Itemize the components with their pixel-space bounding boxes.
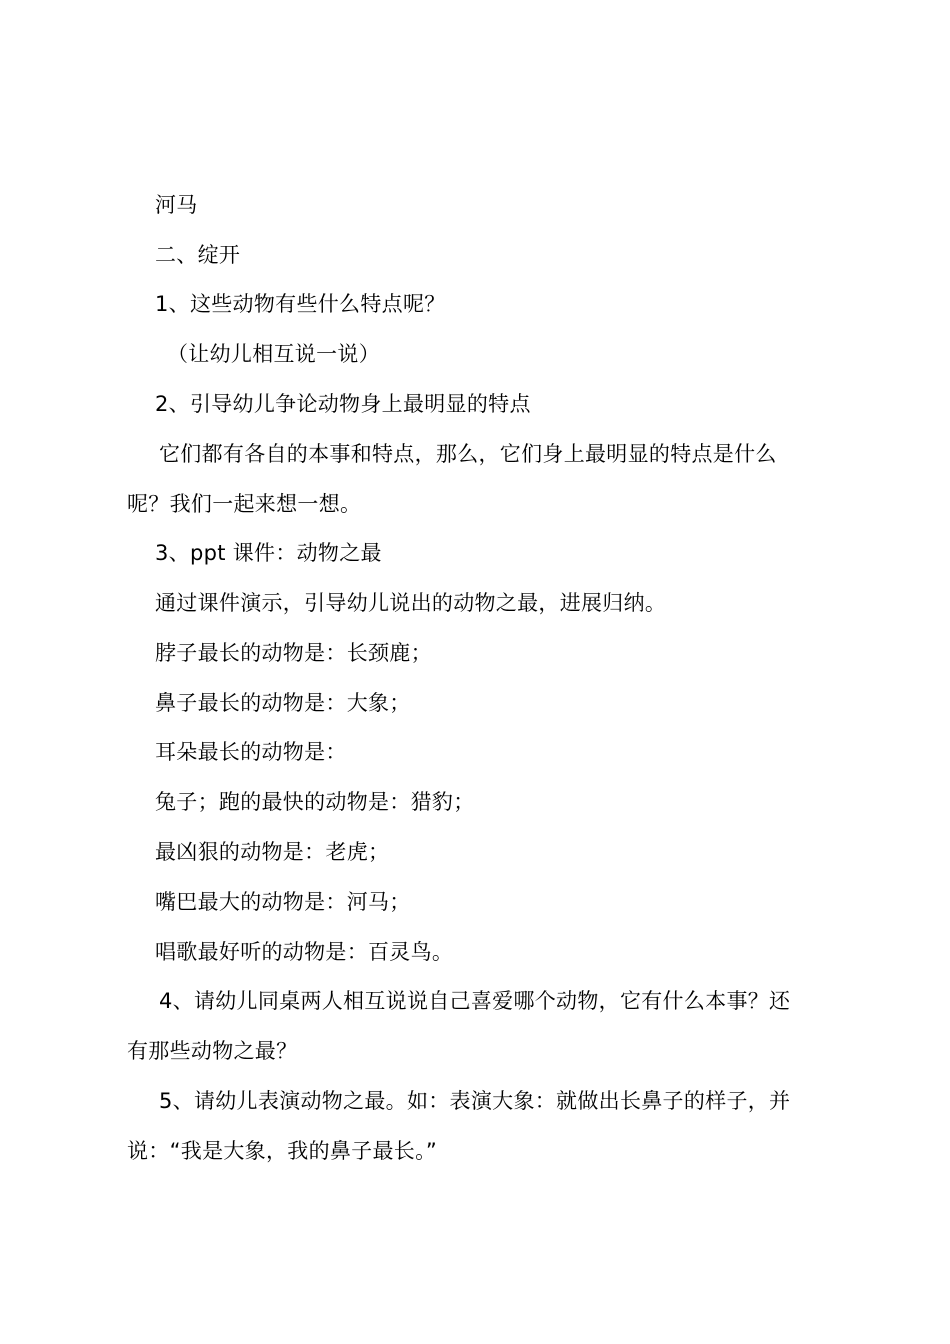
- list-item: 3、ppt 课件：动物之最: [155, 541, 382, 565]
- paragraph-line: 呢？我们一起来想一想。: [127, 492, 362, 516]
- paragraph-line: 它们都有各自的本事和特点，那么，它们身上最明显的特点是什么: [159, 442, 777, 466]
- text-line: 耳朵最长的动物是：: [155, 740, 347, 764]
- text-line: 最凶狠的动物是：老虎；: [155, 840, 390, 864]
- text-line: 鼻子最长的动物是：大象；: [155, 691, 411, 715]
- paragraph-line: 通过课件演示，引导幼儿说出的动物之最，进展归纳。: [155, 591, 667, 615]
- text-line: 脖子最长的动物是：长颈鹿；: [155, 641, 432, 665]
- list-item: 5、请幼儿表演动物之最。如：表演大象：就做出长鼻子的样子，并: [159, 1089, 791, 1113]
- list-item: 1、这些动物有些什么特点呢？: [155, 292, 446, 316]
- section-heading: 二、绽开: [155, 243, 241, 267]
- parenthetical-note: （让幼儿相互说一说）: [167, 342, 380, 366]
- paragraph-line: 说：“我是大象，我的鼻子最长。”: [127, 1139, 438, 1163]
- paragraph-line: 有那些动物之最？: [127, 1039, 298, 1063]
- list-item: 2、引导幼儿争论动物身上最明显的特点: [155, 392, 531, 416]
- text-line: 兔子；跑的最快的动物是：猎豹；: [155, 790, 475, 814]
- text-line: 嘴巴最大的动物是：河马；: [155, 890, 411, 914]
- list-item: 4、请幼儿同桌两人相互说说自己喜爱哪个动物，它有什么本事？还: [159, 989, 791, 1013]
- text-line: 河马: [155, 193, 198, 217]
- text-line: 唱歌最好听的动物是：百灵鸟。: [155, 940, 454, 964]
